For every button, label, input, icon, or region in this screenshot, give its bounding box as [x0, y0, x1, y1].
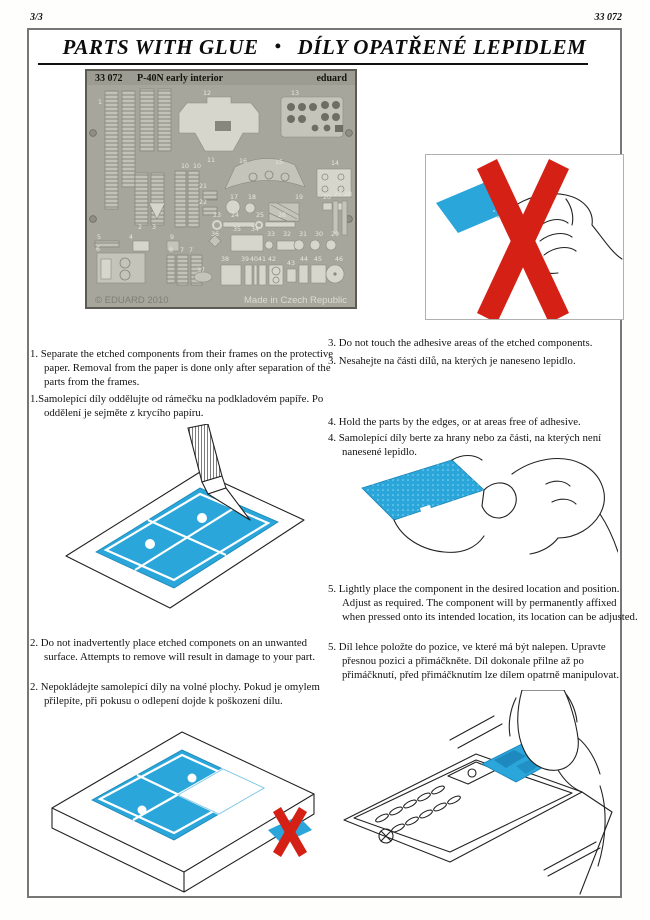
fret-part-number: 2	[138, 224, 143, 231]
step-3-cs: 3. Nesahejte na části dílů, na kterých je naneseno lepidlo.	[328, 354, 576, 367]
fret-part-number: 36	[211, 231, 220, 238]
fret-part-number: 44	[300, 256, 309, 263]
fret-part-number: 30	[315, 231, 324, 238]
fret-code: 33 072	[95, 73, 123, 84]
step-4-en: 4. Hold the parts by the edges, or at areas free of adhesive.	[328, 415, 581, 428]
step-3-en: 3. Do not touch the adhesive areas of the etched components.	[328, 336, 593, 349]
fret-part-number: 26	[278, 212, 287, 219]
fret-part-number: 7	[189, 247, 194, 254]
fret-part-number: 18	[248, 194, 257, 201]
fret-name: P-40N early interior	[137, 73, 224, 84]
fret-part-number: 23	[213, 212, 222, 219]
title-en: PARTS WITH GLUE	[62, 35, 259, 59]
fret-part-number: 1	[98, 99, 103, 106]
fret-part-number: 39	[241, 256, 250, 263]
fret-part-number: 10	[181, 163, 190, 170]
fret-part-number: 32	[283, 231, 292, 238]
fret-part-number: 10	[193, 163, 202, 170]
fret-part-number: 43	[287, 260, 296, 267]
fret-part-number: 14	[331, 160, 340, 167]
fret-part-number: 11	[207, 157, 216, 164]
fret-part-number: 42	[268, 256, 277, 263]
no-touch-illustration	[426, 155, 623, 319]
fret-part-number: 45	[314, 256, 323, 263]
fret-photo	[85, 69, 357, 309]
fret-part-number: 25	[256, 212, 265, 219]
fret-part-number: 16	[239, 158, 248, 165]
press-part-illustration	[330, 690, 622, 896]
step-1-en: 1. Separate the etched components from their frames on the protective paper. Removal from the paper is done only after separation of the parts from the frames.	[30, 347, 334, 388]
red-x-mark	[477, 159, 569, 319]
fret-part-number: 28	[344, 191, 353, 198]
fret-part-number: 34	[251, 226, 260, 233]
fret-part-number: 29	[331, 231, 340, 238]
fret-part-number: 8	[169, 247, 174, 254]
title-bullet: •	[274, 36, 282, 56]
fret-part-number: 5	[97, 234, 102, 241]
fret-part-number: 13	[291, 90, 300, 97]
page-title	[27, 35, 622, 60]
fret-part-number: 20	[323, 194, 332, 201]
step-4-cs: 4. Samolepící díly berte za hrany nebo za části, na kterých není nanesené lepidlo.	[328, 431, 602, 458]
no-place-illustration	[42, 714, 327, 896]
fret-part-number: 17	[230, 194, 239, 201]
fret-part-number: 12	[203, 90, 212, 97]
fret-part-number: 27	[334, 191, 343, 198]
knife-peel-illustration	[50, 424, 320, 622]
fret-part-number: 7	[180, 247, 185, 254]
fret-part-number: 37	[197, 267, 206, 274]
fret-part-number: 31	[299, 231, 308, 238]
fret-part-number: 38	[221, 256, 230, 263]
step-2-cs: 2. Nepokládejte samolepící díly na volné plochy. Pokud je omylem přilepíte, při pokusu o odlepení dojde k poškození dílu.	[30, 680, 320, 707]
doc-number: 33 072	[594, 12, 622, 23]
fret-part-number: 9	[170, 234, 175, 241]
fret-part-number: 33	[267, 231, 276, 238]
fret-part-number: 35	[233, 226, 242, 233]
title-divider	[38, 63, 588, 65]
fret-part-number: 46	[335, 256, 344, 263]
page-indicator: 3/3	[30, 12, 43, 23]
fret-part-number: 6	[96, 246, 101, 253]
blue-part-held	[362, 460, 484, 520]
fret-part-number: 22	[199, 199, 208, 206]
step-5-en: 5. Lightly place the component in the desired location and position. Adjust as required. The component will by permanently affixed when pressed onto its intended location, its location can be adjusted.	[328, 582, 638, 623]
fret-part-number: 21	[199, 183, 208, 190]
no-touch-figure-box	[425, 154, 624, 320]
hold-part-illustration	[336, 448, 618, 570]
title-cs: DÍLY OPATŘENÉ LEPIDLEM	[297, 35, 587, 59]
fret-part-number: 24	[231, 212, 240, 219]
fret-part-number: 15	[275, 159, 284, 166]
fret-brand: eduard	[316, 73, 347, 84]
model-part-tray	[344, 754, 582, 862]
fret-part-number: 4	[129, 234, 134, 241]
fret-origin: Made in Czech Republic	[244, 295, 347, 306]
fret-copyright: © EDUARD 2010	[95, 295, 169, 306]
fret-part-number: 19	[295, 194, 304, 201]
step-2-en: 2. Do not inadvertently place etched componets on an unwanted surface. Attempts to remove will result in damage to your part.	[30, 636, 316, 663]
fret-part-number: 40	[250, 256, 259, 263]
fret-part-number: 41	[258, 256, 267, 263]
step-5-cs: 5. Díl lehce položte do pozice, ve které má být nalepen. Upravte přesnou pozici a přimáčkněte. Díl dokonale přilne až po přimáčknutí, před přimáčknutím lze dílem opatrně manipulovat.	[328, 640, 620, 681]
step-1-cs: 1.Samolepící díly oddělujte od rámečku na podkladovém papíře. Po oddělení je sejměte z krycího papíru.	[30, 392, 324, 419]
fret-part-number: 3	[152, 224, 157, 231]
